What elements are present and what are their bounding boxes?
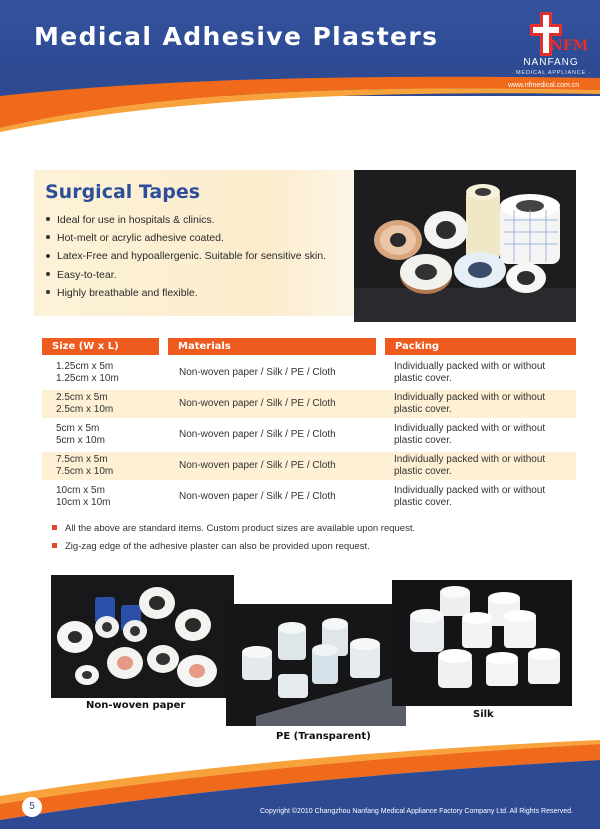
- cell-packing: [394, 361, 545, 385]
- size-line: 10cm x 5m: [56, 485, 105, 496]
- size-line: 7.5cm x 10m: [56, 466, 114, 477]
- note-text: Zig-zag edge of the adhesive plaster can also be provided upon request.: [65, 541, 370, 552]
- cell-packing: [394, 423, 545, 447]
- bullet-icon: [46, 217, 50, 221]
- bullet-icon: [46, 254, 50, 258]
- size-line: 5cm x 10m: [56, 435, 105, 446]
- company-website[interactable]: www.nfmedical.com.cn: [508, 82, 580, 89]
- nonwoven-rolls-illustration: [51, 575, 234, 698]
- packing-line: Individually packed with or without: [394, 423, 546, 434]
- size-line: 1.25cm x 10m: [56, 373, 119, 384]
- packing-line: plastic cover.: [394, 373, 452, 384]
- pe-transparent-photo: [226, 604, 406, 726]
- cell-size: [56, 361, 119, 385]
- size-line: 2.5cm x 10m: [56, 404, 114, 415]
- cell-material: Non-woven paper / Silk / PE / Cloth: [179, 491, 336, 502]
- table-row: [42, 359, 576, 387]
- packing-line: plastic cover.: [394, 497, 452, 508]
- packing-line: plastic cover.: [394, 404, 452, 415]
- tape-rolls-illustration: [354, 170, 576, 322]
- table-header: [42, 338, 576, 355]
- feature-item: [46, 247, 326, 265]
- cell-size: [56, 423, 105, 447]
- column-header-size: Size (W x L): [42, 338, 159, 355]
- size-line: 10cm x 10m: [56, 497, 111, 508]
- table-row: [42, 421, 576, 449]
- table-row: [42, 390, 576, 418]
- cell-material: Non-woven paper / Silk / PE / Cloth: [179, 398, 336, 409]
- note-text: All the above are standard items. Custom product sizes are available upon request.: [65, 523, 416, 534]
- feature-item: [46, 211, 326, 229]
- table-row: [42, 483, 576, 511]
- cell-material: Non-woven paper / Silk / PE / Cloth: [179, 367, 336, 378]
- table-row: [42, 452, 576, 480]
- feature-text: Highly breathable and flexible.: [57, 286, 198, 299]
- cell-packing: [394, 392, 545, 416]
- cell-material: Non-woven paper / Silk / PE / Cloth: [179, 460, 336, 471]
- packing-line: plastic cover.: [394, 435, 452, 446]
- bullet-square-icon: [52, 525, 57, 530]
- bullet-square-icon: [52, 543, 57, 548]
- pe-rolls-illustration: [226, 604, 406, 726]
- size-line: 1.25cm x 5m: [56, 361, 114, 372]
- size-line: 7.5cm x 5m: [56, 454, 108, 465]
- surgical-tapes-photo: [354, 170, 576, 322]
- note-item: [52, 538, 415, 556]
- column-header-materials: Materials: [168, 338, 376, 355]
- feature-text: Ideal for use in hospitals & clinics.: [57, 214, 215, 226]
- packing-line: Individually packed with or without: [394, 361, 546, 372]
- feature-text: Easy-to-tear.: [57, 268, 117, 281]
- medical-cross-icon: [530, 10, 589, 58]
- pe-caption: PE (Transparent): [276, 731, 371, 742]
- copyright-text: Copyright ©2010 Changzhou Nanfang Medical Appliance Factory Company Ltd. All Rights Reserved.: [260, 808, 573, 815]
- bullet-icon: [46, 272, 50, 276]
- feature-text: Hot-melt or acrylic adhesive coated.: [57, 232, 224, 245]
- packing-line: Individually packed with or without: [394, 392, 546, 403]
- note-item: [52, 520, 415, 538]
- feature-text: Latex-Free and hypoallergenic. Suitable for sensitive skin.: [57, 250, 327, 263]
- feature-list: [46, 211, 326, 302]
- company-subtitle: · MEDICAL APPLIANCE ·: [511, 70, 591, 76]
- size-line: 5cm x 5m: [56, 423, 100, 434]
- cell-size: [56, 392, 113, 416]
- silk-caption: Silk: [473, 709, 494, 720]
- silk-photo: [392, 580, 572, 706]
- company-name: NANFANG: [523, 57, 579, 68]
- page-title: Medical Adhesive Plasters: [34, 22, 439, 51]
- packing-line: plastic cover.: [394, 466, 452, 477]
- bullet-icon: [46, 290, 50, 294]
- packing-line: Individually packed with or without: [394, 454, 546, 465]
- spec-table: [42, 338, 576, 508]
- cell-material: Non-woven paper / Silk / PE / Cloth: [179, 429, 336, 440]
- cell-packing: [394, 454, 545, 478]
- column-header-packing: Packing: [385, 338, 576, 355]
- feature-item: [46, 266, 326, 284]
- cell-packing: [394, 485, 545, 509]
- nonwoven-paper-photo: [51, 575, 234, 698]
- packing-line: Individually packed with or without: [394, 485, 546, 496]
- size-line: 2.5cm x 5m: [56, 392, 108, 403]
- silk-rolls-illustration: [392, 580, 572, 706]
- logo-mark-text: NFM: [550, 38, 589, 54]
- feature-item: [46, 229, 326, 247]
- cell-size: [56, 454, 113, 478]
- feature-item: [46, 284, 326, 302]
- section-title: Surgical Tapes: [45, 181, 201, 203]
- notes-list: [52, 520, 415, 556]
- bullet-icon: [46, 235, 50, 239]
- cell-size: [56, 485, 110, 509]
- nonwoven-caption: Non-woven paper: [86, 700, 186, 711]
- page-number: 5: [22, 797, 42, 817]
